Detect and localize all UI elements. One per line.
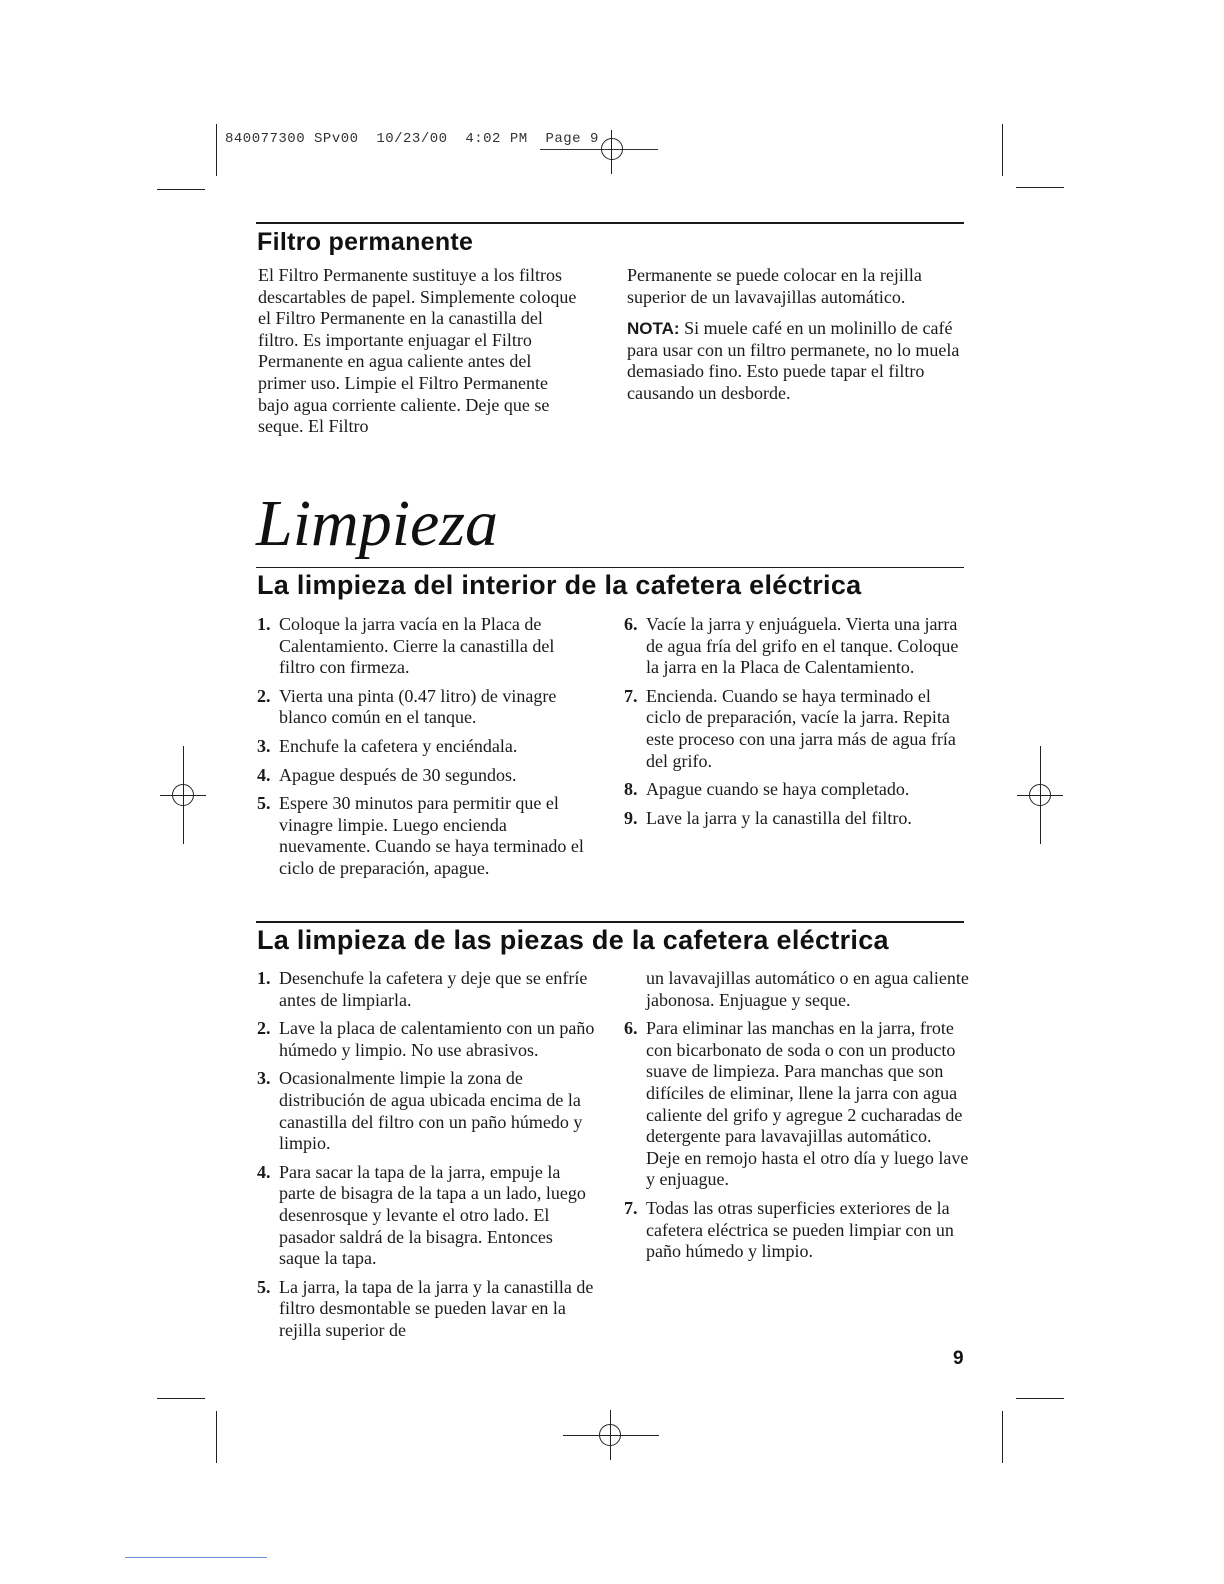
list-item-continued: un lavavajillas automático o en agua caliente jabonosa. Enjuague y seque. [646,968,969,1010]
bottom-left-blue-line [125,1557,267,1558]
section-title-interior: La limpieza del interior de la cafetera eléctrica [257,570,862,600]
nota-text: Si muele café en un molinillo de café para usar con un filtro permanete, no lo muela demasiado fino. Esto puede tapar el filtro causando un desborde. [627,318,960,403]
list-item: 1. Desenchufe la cafetera y deje que se enfríe antes de limpiarla. [257,968,588,1010]
filtro-paragraph-1: El Filtro Permanente sustituye a los filtros descartables de papel. Simplemente coloque el Filtro Permanente en la canastilla del filtro. Es importante enjuagar el Filtro Permanente en agua caliente antes del primer uso. Limpie el Filtro Permanente bajo agua corriente caliente. Deje que se seque. El Filtro [258,265,577,437]
list-item: 4. Apague después de 30 segundos. [257,764,517,785]
print-slug: 840077300 SPv00 10/23/00 4:02 PM Page 9 [225,131,599,147]
list-item: 7. Encienda. Cuando se haya terminado el ciclo de preparación, vacíe la jarra. Repita este proceso con una jarra más de agua fría del grifo. [624,685,956,771]
interior-steps-left [257,614,592,887]
filtro-paragraph-2: Permanente se puede colocar en la rejilla superior de un lavavajillas automático. [627,265,922,307]
crop-mark-bottom-left-h [157,1398,205,1399]
list-item: 1. Coloque la jarra vacía en la Placa de Calentamiento. Cierre la canastilla del filtro con firmeza. [257,614,555,678]
section-title-filtro: Filtro permanente [257,228,474,256]
piezas-steps-right [624,968,969,1270]
section-rule-filtro [256,222,964,224]
list-item: 6. Vacíe la jarra y enjuáguela. Vierta una jarra de agua fría del grifo en el tanque. Coloque la jarra en la Placa de Calentamiento. [624,614,959,678]
crop-mark-top-left-v [216,124,217,176]
list-item: 8. Apague cuando se haya completado. [624,779,910,800]
crop-mark-top-right-h [1016,187,1064,188]
list-item: 3. Enchufe la cafetera y enciéndala. [257,735,518,756]
list-item: 5. La jarra, la tapa de la jarra y la canastilla de filtro desmontable se pueden lavar en la rejilla superior de [257,1276,594,1340]
list-item: 4. Para sacar la tapa de la jarra, empuje la parte de bisagra de la tapa a un lado, luego desenrosque y levante el otro lado. El pasador saldrá de la bisagra. Entonces saque la tapa. [257,1161,586,1269]
nota-paragraph [627,318,962,404]
section-rule-piezas [256,921,964,923]
crop-mark-top-left-h [157,189,205,190]
list-item: 2. Vierta una pinta (0.47 litro) de vinagre blanco común en el tanque. [257,685,557,728]
interior-steps-right [624,614,969,836]
piezas-steps-left [257,968,597,1349]
crop-mark-bottom-left-v [216,1411,217,1463]
filtro-column-left [258,265,580,448]
slug-underline [540,149,658,150]
nota-label: NOTA: [627,319,680,339]
crop-mark-bottom-right-h [1016,1398,1064,1399]
list-item: 5. Espere 30 minutos para permitir que el vinagre limpie. Luego encienda nuevamente. Cuando se haya terminado el ciclo de preparación, apague. [257,793,584,878]
section-rule-limpieza [256,567,964,568]
chapter-title-limpieza: Limpieza [256,487,499,560]
crop-mark-bottom-right-v [1002,1411,1003,1463]
list-item: 9. Lave la jarra y la canastilla del filtro. [624,807,912,828]
list-item: 2. Lave la placa de calentamiento con un paño húmedo y limpio. No use abrasivos. [257,1018,595,1060]
list-item: 6. Para eliminar las manchas en la jarra, frote con bicarbonato de soda o con un producto suave de limpieza. Para manchas que son difíciles de eliminar, llene la jarra con agua caliente del grifo y agregue 2 cucharadas de detergente para lavavajillas automático. Deje en remojo hasta el otro día y luego lave y enjuague. [624,1018,969,1190]
list-item: 7. Todas las otras superficies exteriores de la cafetera eléctrica se pueden limpiar con un paño húmedo y limpio. [624,1197,954,1262]
list-item: 3. Ocasionalmente limpie la zona de distribución de agua ubicada encima de la canastilla del filtro con un paño húmedo y limpio. [257,1068,583,1154]
section-title-piezas: La limpieza de las piezas de la cafetera eléctrica [257,925,889,955]
filtro-column-right [627,265,962,415]
crop-mark-top-right-v [1002,124,1003,176]
page-number: 9 [953,1348,964,1369]
